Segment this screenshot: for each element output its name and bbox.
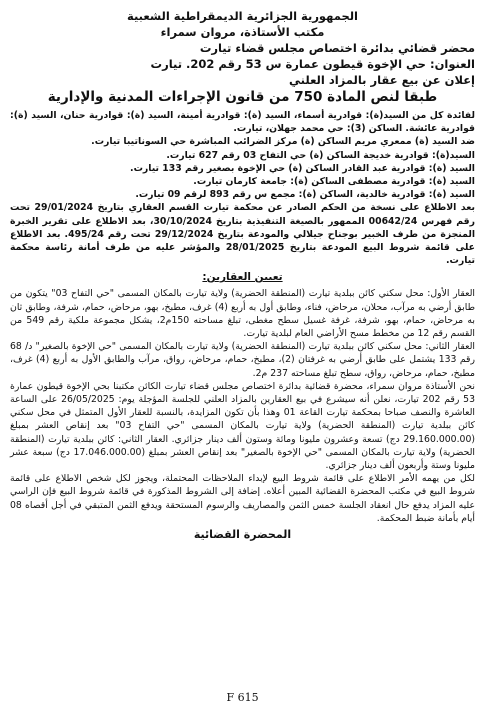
notice-body (10, 8, 475, 542)
conditions-paragraph: لكل من يهمه الأمر الاطلاع على قائمة شروط البيع لإبداء الملاحظات المحتملة، ويجوز لكل شخص الاطلاع على قائمة شروط البيع في مكتب المحضرة القضائية المبين أعلاه. إضافة إلى الشروط المذكورة في قائمة شروط البيع فإن الراسي عليه المزاد يدفع حال انعقاد الجلسة خمس الثمن والمصاريف والرسوم المستحقة ويدفع الثمن المتبقي في أجل أقصاه 08 أيام بأمانة ضبط المحكمة. (10, 473, 475, 524)
minutes-heading: محضر قضائي بدائرة اختصاص مجلس قضاء تيارت (199, 41, 475, 55)
office-heading: مكتب الأستاذة، مروان سمراء (160, 25, 325, 39)
defendant-paragraph-4: السيد (ة): قوادرية مصطفى الساكن (ة): جامعة كارمان تيارت. (193, 176, 475, 188)
republic-heading: الجمهورية الجزائرية الديمقراطية الشعبية (126, 9, 358, 23)
defendant-paragraph-1: ضد السيد (ة) ممعري مريم الساكن (ة) مركز الضرائب المباشرة حي السوناتيبا تيارت. (91, 136, 475, 148)
section-title: تعيين العقارين: (202, 271, 283, 284)
beneficiaries-paragraph: لفائدة كل من السيد(ة): قوادرية أسماء، السيد (ة): قوادرية أمينة، السيد (ة): قوادرية حنان، السيد (ة): قوادرية عائشة. الساكن (3): حي محمد جهلان، تيارت. (10, 110, 475, 135)
defendant-paragraph-5: السيد (ة): قوادرية خالدية، الساكن (ة): مجمع س رقم 893 لرقم 09 تيارت. (135, 189, 475, 201)
announcement-heading: إعلان عن بيع عقار بالمزاد العلني (289, 73, 475, 87)
auction-paragraph: نحن الأستاذة مروان سمراء، محضرة قضائية بدائرة اختصاص مجلس قضاء تيارت الكائن مكتبنا بحي الإخوة قيطون عمارة 53 رقم 202 تيارت، نعلن أنه سيشرع في بيع العقارين بالمزاد العلني للجلسة المؤجلة يوم: 26/05/2025 على الساعة العاشرة والنصف صباحا بمحكمة تيارت القاعة 01 وهذا بأن تكون المزايدة، بالنسبة للعقار الأول المتمثل في محل سكني كائن ببلدية تيارت (المنطقة الحضرية) ولاية تيارت بالمكان المسمى "حي التفاح 03" بعد إنقاص العشر بمبلغ (29.160.000.00 دج) تسعة وعشرون مليونا ومائة وستون ألف دينار جزائري. العقار الثاني: كائن ببلدية تيارت (المنطقة الحضرية) ولاية تيارت بالمكان المسمى "حي الإخوة بالصغير" بعد إنقاص العشر بمبلغ (17.046.000.00 دج) سبعة عشر مليونا وستة وأربعون ألف دينار جزائري. (10, 380, 476, 472)
defendant-paragraph-2: السيد(ة): قوادرية خديجة الساكن (ة) حي التفاح 03 رقم 627 تيارت. (166, 149, 475, 161)
legal-basis-heading: طبقا لنص المادة 750 من قانون الإجراءات المدنية والإدارية (47, 89, 438, 105)
defendant-paragraph-3: السيد (ة): قوادرية عبد القادر الساكن (ة) حي الإخوة بصغير رقم 133 تيارت. (130, 162, 475, 174)
property-two-paragraph: العقار الثاني: محل سكني كائن ببلدية تيارت (المنطقة الحضرية) ولاية تيارت بالمكان المسمى "حي الإخوة بالصغير" د/ 68 رقم 133 يشتمل على طابق أرضي به غرفتان (2)، مطبخ، حمام، مرحاض، رواق، مرآب والطابق الأول به أربع (4) غرف، مطبخ، حمام، مرحاض، رواق، سطح تبلغ مساحته 237 م2. (10, 341, 475, 379)
address-heading: العنوان: حي الإخوة قيطون عمارة س 53 رقم 202. تيارت (150, 57, 475, 71)
property-one-paragraph: العقار الأول: محل سكني كائن ببلدية تيارت (المنطقة الحضرية) ولاية تيارت بالمكان المسمى "حي التفاح 03" يتكون من طابق أرضي به مرآب، محلان، مرحاض، فناء، وطابق أول به أربع (4) غرف، مطبخ، بهو، مرحاض، حمام، شرفة، وطابق ثان به مرحاض، حمام، بهو، شرفة، غرفة غسيل سطح مغطى، تبلغ مساحته 150م2، يشكل مجموعة ملكية رقم 549 من القسم رقم 12 من مخطط مسح الأراضي العام لبلدية تيارت. (10, 288, 475, 340)
footer-code: F 615 (226, 691, 259, 704)
judgment-paragraph: بعد الاطلاع على نسخة من الحكم الصادر عن محكمة تيارت القسم العقاري بتاريخ 29/01/2024 تحت رقم فهرس 00642/24 الممهور بالصيغة التنفيذية بتاريخ 30/10/2024، بعد الاطلاع على تقرير الخبرة المنجزة من طرف الخبير بوجناح جيلالي والمودعة بتاريخ 29/12/2024 تحت رقم 495/24. بعد الاطلاع على قائمة شروط البيع المودعة بتاريخ 28/01/2025 والمؤشر عليه من طرف أمانة رئاسة محكمة تيارت. (10, 202, 476, 267)
signature: المحضرة القضائية (193, 528, 292, 542)
